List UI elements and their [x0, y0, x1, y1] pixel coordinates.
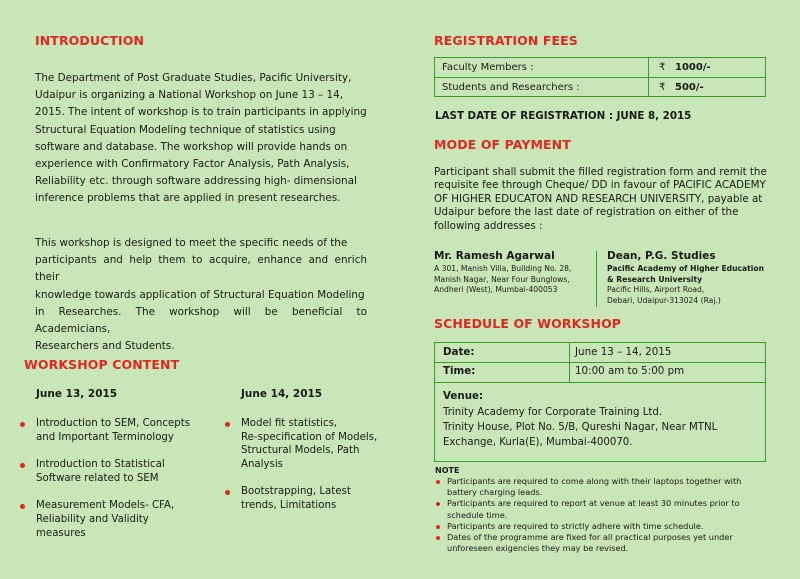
intro-p1-line: Structural Equation Modeling technique of statistics using — [35, 123, 336, 136]
notes-list — [435, 476, 770, 554]
fee-label: Students and Researchers : — [442, 82, 580, 93]
rupee-icon: ₹ — [659, 62, 666, 73]
bullet-icon — [436, 502, 440, 506]
list-item-line: Introduction to Statistical — [36, 459, 165, 471]
list-item — [225, 485, 400, 512]
list-item-line: unforeseen exigencies they may be revised. — [447, 543, 629, 554]
address-line: Pacific Hills, Airport Road, — [607, 285, 705, 295]
address-line: Andheri (West), Mumbai-400053 — [434, 285, 558, 295]
fee-label: Faculty Members : — [442, 62, 534, 73]
address-line: Pacific Academy of Higher Education — [607, 264, 764, 273]
list-item-line: and Important Terminology — [36, 431, 174, 443]
fee-amount-cell — [648, 58, 767, 77]
venue-line: Trinity House, Plot No. 5/B, Qureshi Nagar, Near MTNL — [443, 422, 718, 433]
last-date-of-registration: LAST DATE OF REGISTRATION : JUNE 8, 2015 — [435, 110, 692, 122]
bullet-icon — [225, 490, 230, 495]
bullet-icon — [436, 525, 440, 529]
address2-name: Dean, P.G. Studies — [607, 250, 716, 262]
list-item — [225, 417, 400, 471]
divider — [569, 343, 570, 383]
venue-label: Venue: — [443, 390, 484, 402]
registration-fees-table — [434, 57, 766, 97]
list-item-line: battery charging leads. — [447, 487, 543, 498]
day1-date: June 13, 2015 — [36, 388, 118, 400]
list-item-line: Software related to SEM — [36, 472, 159, 484]
list-item-line: Bootstrapping, Latest — [241, 486, 351, 498]
schedule-table — [434, 342, 766, 462]
time-label: Time: — [443, 365, 476, 377]
note-heading: NOTE — [435, 466, 460, 475]
address1-lines — [434, 264, 571, 296]
date-value: June 13 – 14, 2015 — [575, 346, 672, 358]
list-item — [20, 499, 220, 540]
intro-p1-line: experience with Confirmatory Factor Analysis, Path Analysis, — [35, 158, 350, 171]
bullet-icon — [436, 480, 440, 484]
address-line: Manish Nagar, Near Four Bunglows, — [434, 274, 570, 284]
payment-line: requisite fee through Cheque/ DD in favour of PACIFIC ACADEMY — [434, 179, 766, 192]
intro-p1-line: Udaipur is organizing a National Workshop on June 13 – 14, — [35, 89, 344, 102]
list-item-line: trends, Limitations — [241, 499, 337, 511]
list-item — [435, 498, 770, 520]
intro-p2-line: This workshop is designed to meet the specific needs of the — [35, 237, 348, 249]
intro-p2-line: participants and help them to acquire, enhance and enrich their — [35, 254, 367, 284]
venue-line: Exchange, Kurla(E), Mumbai-400070. — [443, 437, 633, 448]
address1-name: Mr. Ramesh Agarwal — [434, 250, 555, 262]
list-item-line: Structural Models, Path — [241, 445, 360, 457]
fee-amount-cell — [648, 78, 767, 97]
list-item — [20, 417, 220, 444]
list-item-line: Participants are required to strictly adhere with time schedule. — [447, 520, 704, 531]
list-item — [20, 458, 220, 485]
list-item — [435, 476, 770, 498]
list-item — [435, 521, 770, 532]
list-item-line: Measurement Models- CFA, — [36, 500, 175, 512]
venue-address — [443, 405, 717, 450]
payment-line: Udaipur before the last date of registration on either of the — [434, 206, 739, 219]
mode-of-payment-heading: MODE OF PAYMENT — [434, 137, 571, 152]
bullet-icon — [225, 422, 230, 427]
list-item-line: Model fit statistics, — [241, 418, 338, 429]
registration-fees-heading: REGISTRATION FEES — [434, 33, 578, 48]
bullet-icon — [20, 504, 25, 509]
list-item-line: measures — [36, 527, 86, 539]
intro-p1-line: The Department of Post Graduate Studies, Pacific University, — [35, 72, 352, 84]
list-item-line: Analysis — [241, 458, 283, 470]
intro-p2-line: in Researches. The workshop will be beneficial to Academicians, — [35, 305, 367, 336]
workshop-content-heading: WORKSHOP CONTENT — [24, 357, 180, 372]
day1-topics-list — [20, 417, 220, 540]
divider — [435, 362, 765, 363]
intro-p2-line: Researchers and Students. — [35, 340, 175, 353]
payment-line: following addresses : — [434, 219, 543, 232]
introduction-paragraph-2 — [35, 235, 367, 355]
intro-p1-line: software and database. The workshop will provide hands on — [35, 140, 348, 153]
address-divider — [596, 251, 597, 307]
divider — [435, 382, 765, 383]
list-item-line: Dates of the programme are fixed for all practical purposes yet under — [447, 532, 733, 543]
bullet-icon — [20, 463, 25, 468]
payment-line: OF HIGHER EDUCATON AND RESEARCH UNIVERSITY, payable at — [434, 192, 763, 205]
venue-line: Trinity Academy for Corporate Training Ltd. — [443, 407, 663, 418]
list-item-line: Reliability and Validity — [36, 513, 149, 525]
date-label: Date: — [443, 346, 475, 358]
fee-amount: 500/- — [675, 82, 704, 93]
payment-line: Participant shall submit the filled registration form and remit the — [434, 166, 767, 178]
list-item — [435, 532, 770, 554]
introduction-paragraph-1 — [35, 70, 367, 208]
intro-p2-line: knowledge towards application of Structural Equation Modeling — [35, 288, 365, 301]
day2-date: June 14, 2015 — [241, 388, 323, 400]
intro-p1-line: 2015. The intent of workshop is to train participants in applying — [35, 106, 367, 119]
address-line: & Research University — [607, 274, 703, 284]
bullet-icon — [436, 536, 440, 540]
intro-p1-line: Reliability etc. through software addressing high- dimensional — [35, 175, 357, 188]
list-item-line: Introduction to SEM, Concepts — [36, 418, 191, 429]
table-row — [435, 78, 765, 97]
intro-p1-line: inference problems that are applied in present researches. — [35, 192, 341, 205]
list-item-line: schedule time. — [447, 509, 508, 520]
time-value: 10:00 am to 5:00 pm — [575, 365, 685, 377]
list-item-line: Participants are required to report at venue at least 30 minutes prior to — [447, 498, 740, 509]
bullet-icon — [20, 422, 25, 427]
table-row — [435, 58, 765, 77]
rupee-icon: ₹ — [659, 82, 666, 93]
address-line: Debari, Udaipur-313024 (Raj.) — [607, 295, 721, 305]
day2-topics-list — [225, 417, 400, 513]
address2-lines — [607, 264, 764, 306]
list-item-line: Re-specification of Models, — [241, 431, 378, 443]
introduction-heading: INTRODUCTION — [35, 33, 145, 48]
fee-amount: 1000/- — [675, 62, 711, 73]
payment-paragraph — [434, 166, 767, 233]
list-item-line: Participants are required to come along with their laptops together with — [447, 476, 742, 486]
schedule-heading: SCHEDULE OF WORKSHOP — [434, 316, 622, 331]
address-line: A 301, Manish Villa, Building No. 28, — [434, 264, 572, 273]
